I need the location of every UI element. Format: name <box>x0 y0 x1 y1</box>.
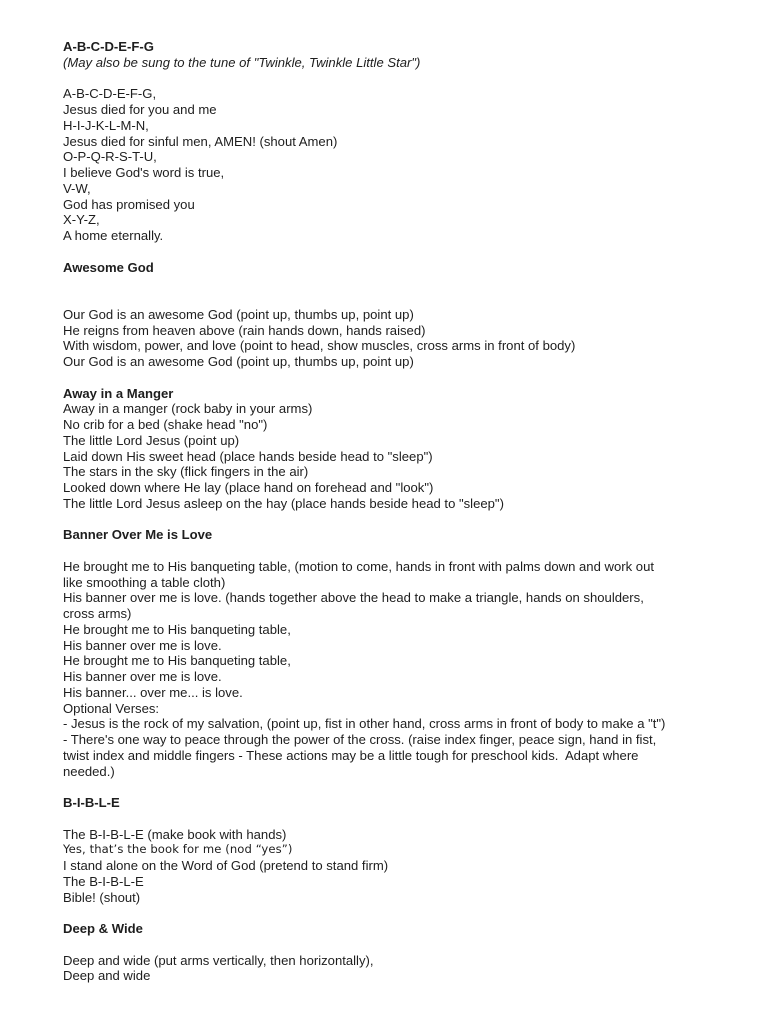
lyric-line: Away in a manger (rock baby in your arms) <box>63 401 313 417</box>
lyric-line: His banner over me is love. (hands together above the head to make a triangle, hands on shoulders, <box>63 590 644 606</box>
blank-line <box>63 905 723 921</box>
lyric-line: Yes, that’s the book for me (nod “yes”) <box>63 842 293 857</box>
lyric-line: No crib for a bed (shake head "no") <box>63 417 268 432</box>
song-title: Banner Over Me is Love <box>63 527 213 543</box>
song-title: B-I-B-L-E <box>63 795 120 810</box>
lyric-line: He reigns from heaven above (rain hands down, hands raised) <box>63 322 426 338</box>
lyric-line: Optional Verses: <box>63 700 160 716</box>
blank-line <box>63 244 723 260</box>
song-title: Deep & Wide <box>63 921 143 936</box>
lyric-line: With wisdom, power, and love (point to head, show muscles, cross arms in front of body) <box>63 338 576 354</box>
lyric-line: The little Lord Jesus (point up) <box>63 432 240 448</box>
lyric-line: He brought me to His banqueting table, (motion to come, hands in front with palms down and work out <box>63 558 654 574</box>
lyric-line: His banner over me is love. <box>63 669 222 684</box>
lyric-line: Jesus died for sinful men, AMEN! (shout Amen) <box>63 133 338 149</box>
lyric-line: He brought me to His banqueting table, <box>63 653 291 669</box>
lyric-line: He brought me to His banqueting table, <box>63 621 291 637</box>
lyric-line: X-Y-Z, <box>63 212 100 228</box>
lyric-line: Deep and wide <box>63 968 151 984</box>
lyric-line: Bible! (shout) <box>63 889 141 905</box>
lyric-line: V-W, <box>63 180 91 196</box>
lyric-line: His banner... over me... is love. <box>63 684 243 700</box>
lyric-line: Jesus died for you and me <box>63 102 217 117</box>
lyric-line: His banner over me is love. <box>63 637 222 653</box>
lyric-line: The little Lord Jesus asleep on the hay (place hands beside head to "sleep") <box>63 495 504 511</box>
lyric-line: O-P-Q-R-S-T-U, <box>63 149 157 165</box>
lyric-line: H-I-J-K-L-M-N, <box>63 117 149 133</box>
lyric-line: cross arms) <box>63 606 132 621</box>
lyric-line: needed.) <box>63 763 115 779</box>
blank-line <box>63 275 723 291</box>
lyric-line: Laid down His sweet head (place hands beside head to "sleep") <box>63 448 433 464</box>
song-subtitle: (May also be sung to the tune of "Twinkle, Twinkle Little Star") <box>63 54 421 70</box>
lyric-line: The B-I-B-L-E <box>63 873 144 889</box>
lyric-line: The stars in the sky (flick fingers in the air) <box>63 464 309 480</box>
blank-line <box>63 291 723 307</box>
blank-line <box>63 370 723 386</box>
lyric-line: Our God is an awesome God (point up, thumbs up, point up) <box>63 306 414 322</box>
lyric-line: I stand alone on the Word of God (pretend to stand firm) <box>63 858 389 873</box>
song-title: A-B-C-D-E-F-G <box>63 39 154 54</box>
lyric-line: - Jesus is the rock of my salvation, (point up, fist in other hand, cross arms in front of body to make a "t") <box>63 716 666 732</box>
lyric-line: Looked down where He lay (place hand on forehead and "look") <box>63 480 434 495</box>
blank-line <box>63 811 723 827</box>
blank-line <box>63 543 723 559</box>
blank-line <box>63 512 723 528</box>
lyric-line: The B-I-B-L-E (make book with hands) <box>63 826 287 842</box>
blank-line <box>63 779 723 795</box>
lyric-line: God has promised you <box>63 196 195 212</box>
lyric-line: - There's one way to peace through the power of the cross. (raise index finger, peace sign, hand in fist, <box>63 732 657 747</box>
lyric-line: Our God is an awesome God (point up, thumbs up, point up) <box>63 354 414 369</box>
song-title: Away in a Manger <box>63 385 174 401</box>
lyric-line: twist index and middle fingers - These actions may be a little tough for preschool kids. Adapt where <box>63 747 639 763</box>
blank-line <box>63 71 723 87</box>
lyric-line: A home eternally. <box>63 228 164 243</box>
lyric-line: A-B-C-D-E-F-G, <box>63 86 157 102</box>
document-page <box>63 39 723 984</box>
lyric-line: Deep and wide (put arms vertically, then horizontally), <box>63 952 374 968</box>
blank-line <box>63 937 723 953</box>
lyric-line: I believe God's word is true, <box>63 165 225 180</box>
lyric-line: like smoothing a table cloth) <box>63 574 226 590</box>
song-title: Awesome God <box>63 259 154 275</box>
